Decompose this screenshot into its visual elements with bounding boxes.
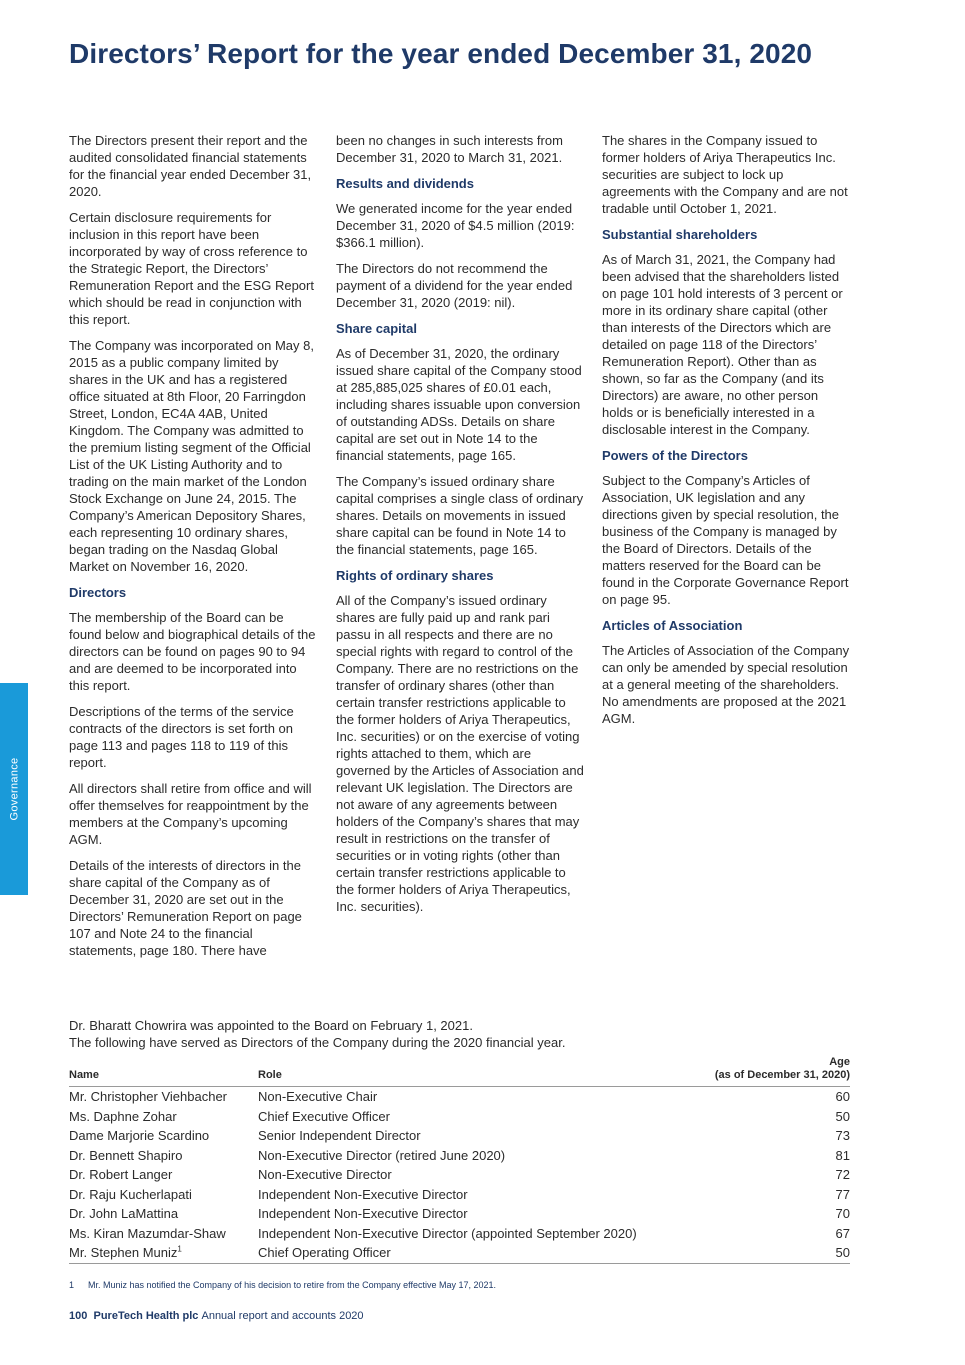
footnote-text: Mr. Muniz has notified the Company of his decision to retire from the Company effective May 17, 2021. bbox=[88, 1280, 497, 1290]
director-age: 50 bbox=[694, 1243, 850, 1263]
director-age: 70 bbox=[835, 1206, 850, 1221]
section-side-tab bbox=[0, 683, 28, 895]
director-name: Dr. John LaMattina bbox=[69, 1206, 179, 1221]
section-heading-directors: Directors bbox=[69, 585, 127, 600]
director-role: Independent Non-Executive Director (appointed September 2020) bbox=[258, 1225, 637, 1241]
paragraph: Certain disclosure requirements for inclusion in this report have been incorporated by way of cross reference to the Strategic Report, the Directors’ Remuneration Report and the ESG Report which should be read in conjunction with this report. bbox=[69, 210, 314, 327]
footnote-number: 1 bbox=[69, 1280, 75, 1290]
table-row bbox=[69, 1126, 850, 1146]
paragraph: Subject to the Company’s Articles of Association, UK legislation and any directions given by special resolution, the business of the Company is managed by the Board of Directors. Details of the matters reserved for the Board can be found in the Corporate Governance Report on page 95. bbox=[602, 473, 849, 607]
header-role: Role bbox=[258, 1056, 694, 1087]
page-footer bbox=[69, 1310, 364, 1322]
page-number: 100 bbox=[69, 1310, 88, 1322]
table-row bbox=[69, 1224, 850, 1244]
director-role: Chief Operating Officer bbox=[258, 1243, 694, 1263]
director-role: Independent Non-Executive Director bbox=[258, 1186, 468, 1202]
section-heading-substantial: Substantial shareholders bbox=[602, 227, 758, 242]
director-name: Ms. Daphne Zohar bbox=[69, 1108, 177, 1124]
table-header-row bbox=[69, 1056, 850, 1087]
paragraph: All directors shall retire from office and will offer themselves for reappointment by the members at the Company’s upcoming AGM. bbox=[69, 781, 312, 847]
director-name: Dr. Robert Langer bbox=[69, 1167, 173, 1182]
director-age: 81 bbox=[835, 1147, 850, 1163]
text-column-3 bbox=[602, 132, 852, 736]
director-role: Senior Independent Director bbox=[258, 1128, 421, 1143]
section-heading-results: Results and dividends bbox=[336, 176, 474, 191]
header-age-line1: Age bbox=[829, 1056, 850, 1068]
paragraph: The membership of the Board can be found below and biographical details of the directors can be found on pages 90 to 94 and are deemed to be incorporated into this report. bbox=[69, 610, 316, 693]
header-name: Name bbox=[69, 1056, 258, 1087]
director-role: Non-Executive Chair bbox=[258, 1089, 378, 1104]
director-role: Independent Non-Executive Director bbox=[258, 1206, 468, 1221]
footnote bbox=[69, 1280, 496, 1290]
side-tab-label: Governance bbox=[8, 757, 20, 821]
director-age: 67 bbox=[835, 1225, 850, 1241]
director-age: 60 bbox=[835, 1089, 850, 1104]
director-name: Ms. Kiran Mazumdar-Shaw bbox=[69, 1225, 226, 1241]
table-row bbox=[69, 1243, 850, 1263]
directors-table bbox=[69, 1056, 850, 1264]
paragraph: We generated income for the year ended December 31, 2020 of $4.5 million (2019: $366.1 million). bbox=[336, 201, 575, 250]
table-row bbox=[69, 1204, 850, 1224]
paragraph: The Company’s issued ordinary share capital comprises a single class of ordinary shares. Details on movements in issued share capital can be found in Note 14 to the financial statements, page 165. bbox=[336, 474, 584, 557]
table-row bbox=[69, 1146, 850, 1166]
director-name: Dr. Bennett Shapiro bbox=[69, 1147, 183, 1163]
paragraph: The Company was incorporated on May 8, 2015 as a public company limited by shares in the UK and has a registered office situated at 8th Floor, 20 Farringdon Street, London, EC4A 4AB, United Kingdom. The Company was admitted to the premium listing segment of the Official List of the UK Listing Authority and to trading on the main market of the London Stock Exchange on June 24, 2015. The Company’s American Depository Shares, each representing 10 ordinary shares, began trading on the Nasdaq Global Market on November 16, 2020. bbox=[69, 338, 314, 574]
paragraph: been no changes in such interests from December 31, 2020 to March 31, 2021. bbox=[336, 133, 563, 165]
page-title: Directors’ Report for the year ended December 31, 2020 bbox=[69, 38, 813, 69]
director-name: Dr. Raju Kucherlapati bbox=[69, 1186, 192, 1202]
paragraph: Descriptions of the terms of the service contracts of the directors is set forth on page 113 and pages 118 to 119 of this report. bbox=[69, 704, 294, 770]
paragraph: As of March 31, 2021, the Company had been advised that the shareholders listed on page 101 hold interests of 3 percent or more in its ordinary share capital (other than interests of the Directors which are detailed on page 118 of the Directors’ Remuneration Report). Other than as shown, so far as the Company (and its Directors) are aware, no other person holds or is beneficially interested in a disclosable interest in the Company. bbox=[602, 252, 843, 437]
table-row bbox=[69, 1185, 850, 1205]
footer-company: PureTech Health plc bbox=[93, 1310, 199, 1322]
director-name: Mr. Christopher Viehbacher bbox=[69, 1089, 228, 1104]
appointment-note: Dr. Bharatt Chowrira was appointed to the Board on February 1, 2021. bbox=[69, 1018, 473, 1033]
paragraph: As of December 31, 2020, the ordinary issued share capital of the Company stood at 285,885,025 shares of £0.01 each, including shares issuable upon conversion of outstanding ADSs. Details on share capital are set out in Note 14 to the financial statements, page 165. bbox=[336, 346, 582, 463]
paragraph: The shares in the Company issued to former holders of Ariya Therapeutics Inc. securities are subject to lock up agreements with the Company and are not tradable until October 1, 2021. bbox=[602, 133, 848, 216]
header-age-line2: (as of December 31, 2020) bbox=[714, 1069, 850, 1081]
director-age: 77 bbox=[835, 1186, 850, 1202]
director-role: Chief Executive Officer bbox=[258, 1108, 390, 1124]
paragraph: The Directors do not recommend the payment of a dividend for the year ended December 31, 2020 (2019: nil). bbox=[336, 261, 573, 310]
director-name: Dame Marjorie Scardino bbox=[69, 1128, 210, 1143]
paragraph: The Directors present their report and the audited consolidated financial statements for the financial year ended December 31, 2020. bbox=[69, 133, 312, 199]
director-role: Non-Executive Director (retired June 2020) bbox=[258, 1147, 506, 1163]
director-age: 50 bbox=[835, 1108, 850, 1124]
paragraph: The Articles of Association of the Company can only be amended by special resolution at a general meeting of the shareholders. No amendments are proposed at the 2021 AGM. bbox=[602, 643, 850, 726]
header-age bbox=[694, 1056, 850, 1087]
table-row bbox=[69, 1107, 850, 1127]
paragraph: All of the Company’s issued ordinary shares are fully paid up and rank pari passu in all respects and there are no special rights with regard to control of the Company. There are no restrictions on the transfer of ordinary shares (other than certain transfer restrictions applicable to the former holders of Ariya Therapeutics, Inc. securities) or on the exercise of voting rights attached to them, which are governed by the Articles of Association and relevant UK legislation. The Directors are not aware of any agreements between holders of the Company’s shares that may result in restrictions on the transfer of securities or in voting rights (other than certain transfer restrictions applicable to the former holders of Ariya Therapeutics, Inc. securities). bbox=[336, 593, 584, 914]
section-heading-share-capital: Share capital bbox=[336, 321, 417, 336]
footnote-marker: 1 bbox=[177, 1244, 182, 1254]
director-name bbox=[69, 1243, 258, 1263]
text-column-2 bbox=[336, 132, 586, 924]
table-row bbox=[69, 1087, 850, 1107]
footer-doc-title: Annual report and accounts 2020 bbox=[201, 1310, 364, 1322]
director-role: Non-Executive Director bbox=[258, 1167, 392, 1182]
text-column-1 bbox=[69, 132, 319, 968]
section-heading-articles: Articles of Association bbox=[602, 618, 743, 633]
directors-notes bbox=[69, 1017, 565, 1051]
director-name-text: Mr. Stephen Muniz bbox=[69, 1245, 178, 1260]
table-intro: The following have served as Directors of the Company during the 2020 financial year. bbox=[69, 1035, 566, 1050]
director-age: 73 bbox=[835, 1128, 850, 1143]
section-heading-rights: Rights of ordinary shares bbox=[336, 568, 494, 583]
paragraph: Details of the interests of directors in the share capital of the Company as of December 31, 2020 are set out in the Directors’ Remuneration Report on page 107 and Note 24 to the financial statements, page 180. There have bbox=[69, 858, 302, 958]
table-row bbox=[69, 1165, 850, 1185]
director-age: 72 bbox=[835, 1167, 850, 1182]
section-heading-powers: Powers of the Directors bbox=[602, 448, 748, 463]
